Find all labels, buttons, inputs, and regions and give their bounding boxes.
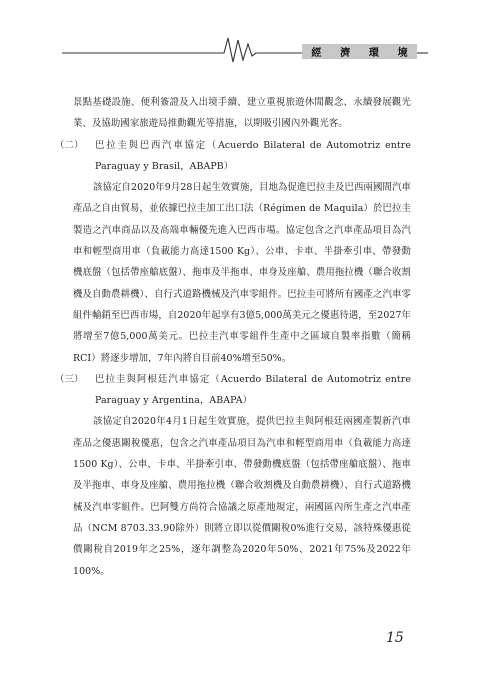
page-number: 15 <box>386 630 404 646</box>
item-paragraph: 該協定自2020年9月28日起生效實施，目地為促進巴拉圭及巴西兩國間汽車產品之自由貿易，並依據巴拉圭加工出口法（Régimen de Maquila）於巴拉圭製造之汽車商品以及高端車輛優先進入巴西市場。協定包含之汽車產品項目為汽車和輕型商用車（負載能力高達1500 Kg）、公車、卡車、半掛牽引車、帶發動機底盤（包括帶座艙底盤）、拖車及半拖車、車身及座艙、農用拖拉機（聯合收割機及自動農耕機）、自行式道路機械及汽車零組件。巴拉圭可將所有國產之汽車零組件輸銷至巴西市場，自2020年起享有3億5,000萬美元之優惠待遇，至2027年將增至7億5,000萬美元。巴拉圭汽車零組件生產中之區域自製率指數（簡稱RCI）將逐步增加，7年內將自目前40%增至50%。 <box>73 182 411 364</box>
header-zigzag-line <box>218 38 302 62</box>
section-badge <box>302 44 417 59</box>
item-title: 巴拉圭與阿根廷汽車協定（Acuerdo Bilateral de Automotriz entre Paraguay y Argentina，ABAPA） <box>95 373 411 407</box>
section-char: 濟 <box>340 48 351 59</box>
section-char: 環 <box>368 48 379 59</box>
list-item-2 <box>55 135 411 178</box>
item-number: （二） <box>55 139 84 151</box>
header-zigzag-rule <box>0 0 480 70</box>
list-item-3 <box>55 369 411 412</box>
item-paragraph: 該協定自2020年4月1日起生效實施，提供巴拉圭與阿根廷兩國產製新汽車產品之優惠關稅優惠，包含之汽車產品項目為汽車和輕型商用車（負載能力高達1500 Kg）、公車、卡車、半掛牽引車、帶發動機底盤（包括帶座艙底盤）、拖車及半拖車、車身及座艙、農用拖拉機（聯合收割機及自動農耕機）、自行式道路機械及汽車零組件。巴阿雙方尚符合協議之原產地規定，兩國區內所生產之汽車產品（NCM 8703.33.90除外）則將立即以從價關稅0%進行交易，該特殊優惠從價關稅自2019年之25%，逐年調整為2020年50%、2021年75%及2022年100%。 <box>73 416 411 577</box>
section-char: 境 <box>397 48 408 59</box>
item-title: 巴拉圭與巴西汽車協定（Acuerdo Bilateral de Automotriz entre Paraguay y Brasil，ABAPB） <box>95 139 411 172</box>
body-text <box>55 92 411 582</box>
section-char: 經 <box>311 48 322 59</box>
intro-paragraph: 景點基礎設施、便利簽證及入出境手續、建立重視旅遊休閒觀念、永續發展觀光業、及協助國家旅遊局推動觀光等措施，以期吸引國內外觀光客。 <box>73 97 411 130</box>
item-number: （三） <box>55 373 84 385</box>
